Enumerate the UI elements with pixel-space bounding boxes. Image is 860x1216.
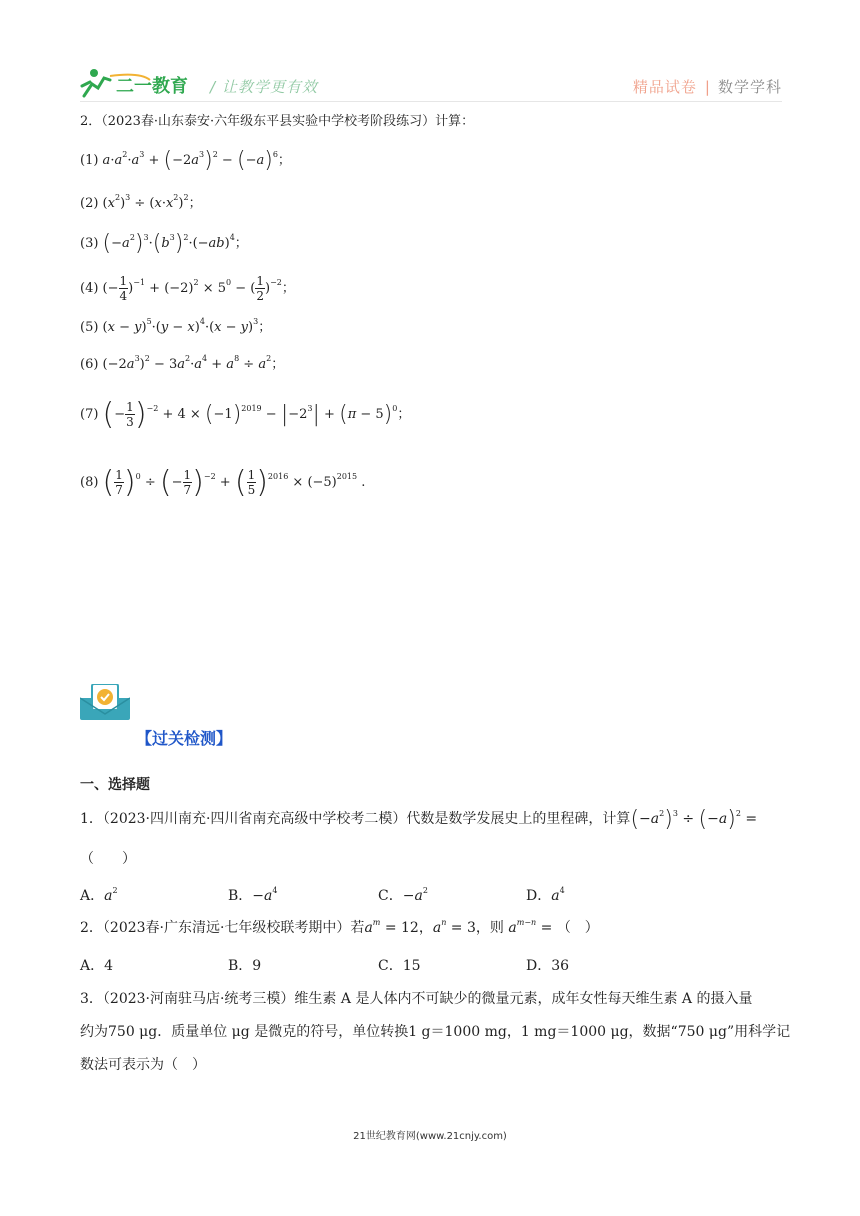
question-1-text: 1．（2023·四川南充·四川省南充高级中学校考二模）代数是数学发展史上的里程碑，计算	[80, 811, 631, 827]
q2-option-d: D．36	[526, 958, 570, 974]
expr-8: (8) ( $\frac{1}{7}$ )$^0$ ÷ (− $\frac{1}{7}$ )$^{-2}$ + ( $\frac{1}{5}$ )$^{2016} \times (-5)^{2015}$ .	[80, 465, 366, 500]
q1-option-c: C．$-a^2$	[378, 886, 428, 904]
q1-option-d: D．$a^4$	[526, 886, 565, 904]
expr-7: (7) (− $\frac{1}{3}$ )$^{-2} + 4 \times (-1)^{2019} - |-2^3| + (\pi - 5)^0$；	[80, 397, 411, 432]
expr-3: (3) $(-a^2)^3\cdot(b^3)^2\cdot(-ab)^4$；	[80, 231, 248, 256]
question-1-paren: （ ）	[80, 851, 136, 867]
checklist-icon	[80, 684, 130, 720]
header-label-subject: 数学学科	[717, 78, 782, 96]
question-3-line-2: 约为750 μg．质量单位 μg 是微克的符号，单位转换1 g＝1000 mg，1 mg＝1000 μg，数据“750 μg”用科学记	[80, 1024, 791, 1040]
q1-option-b: B．$-a^4$	[228, 886, 278, 904]
expr-2: (2) $(x^2)^3 \div (x\cdot x^2)^2$；	[80, 193, 202, 211]
q2-option-c: C．15	[378, 958, 421, 974]
exercise-intro: 2．（2023春·山东泰安·六年级东平县实验中学校考阶段练习）计算：	[80, 114, 475, 129]
header-separator: |	[704, 78, 710, 96]
q1-option-a: A．$a^2$	[80, 886, 118, 904]
expr-4: (4) (− $\frac{1}{4}$ )$^{-1} + (-2)^2 \times 5^0$ − ( $\frac{1}{2}$ )$^{-2}$；	[80, 274, 295, 303]
header-label-quality: 精品试卷	[632, 78, 697, 96]
logo-runner-icon	[80, 66, 210, 102]
question-1: 1．（2023·四川南充·四川省南充高级中学校考二模）代数是数学发展史上的里程碑，计算$(-a^2)^3 \div (-a)^2$ =	[80, 807, 758, 832]
q2-option-b: B．9	[228, 958, 262, 974]
header-right	[633, 76, 782, 97]
expr-1: (1) $a\cdot a^2\cdot a^3 + (-2a^3)^2 - (-a)^6$；	[80, 148, 291, 173]
logo-text: 二一教育	[116, 76, 188, 97]
expr-6: (6) $(-2a^3)^2 - 3a^2\cdot a^4 + a^8 \div a^2$；	[80, 354, 285, 372]
q2-option-a: A．4	[80, 958, 114, 974]
header-divider	[80, 101, 782, 102]
section-subtitle: 一、选择题	[80, 777, 150, 793]
section-title: 【过关检测】	[136, 729, 233, 748]
question-3-line-3: 数法可表示为（ ）	[80, 1057, 206, 1073]
question-2: 2．（2023春·广东清远·七年级校联考期中）若$a^m = 12$，$a^n = 3$，则 $a^{m-n}$ = （ ）	[80, 918, 599, 936]
question-2-end: （ ）	[556, 920, 599, 936]
expr-5: (5) $(x - y)^5\cdot(y - x)^4\cdot(x - y)^3$；	[80, 317, 272, 335]
question-3-line-1: 3．（2023·河南驻马店·统考三模）维生素 A 是人体内不可缺少的微量元素，成年女性每天维生素 A 的摄入量	[80, 991, 753, 1007]
question-2-text: 2．（2023春·广东清远·七年级校联考期中）若	[80, 920, 365, 936]
header-slogan: / 让教学更有效	[210, 78, 318, 96]
footer-source: 21世纪教育网(www.21cnjy.com)	[353, 1131, 507, 1142]
